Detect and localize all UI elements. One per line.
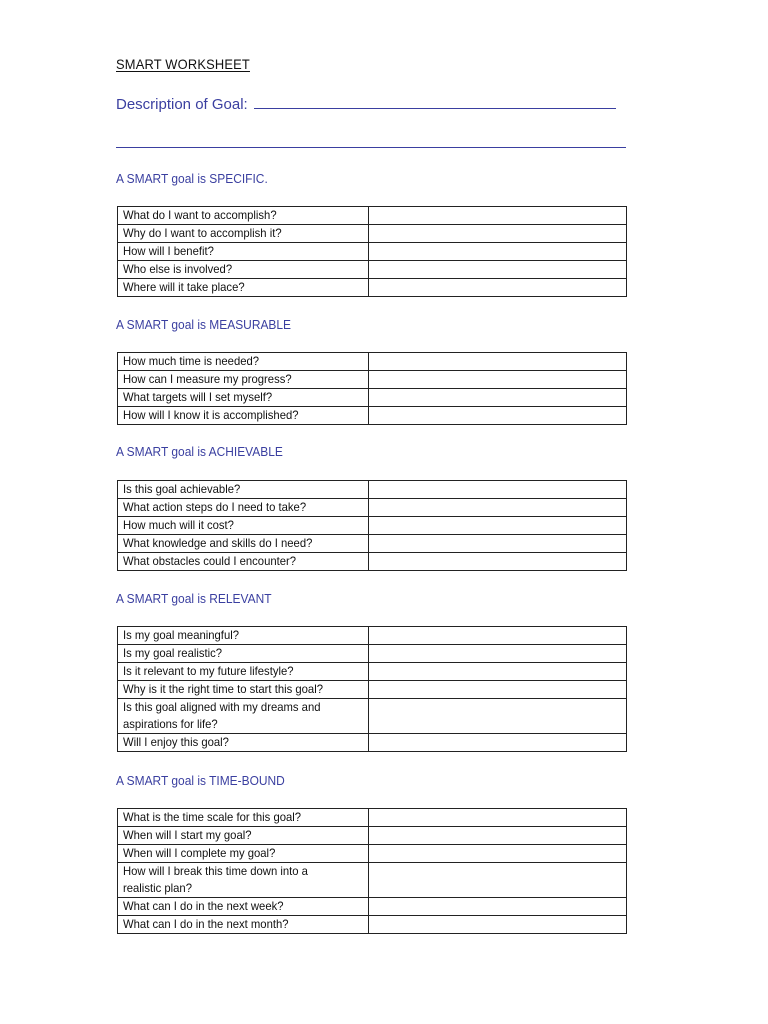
answer-cell[interactable]	[369, 681, 627, 699]
question-cell: What can I do in the next month?	[118, 916, 369, 934]
question-cell: Is this goal achievable?	[118, 481, 369, 499]
achievable-table	[117, 480, 627, 571]
question-cell: Is my goal meaningful?	[118, 627, 369, 645]
page-title: SMART WORKSHEET	[116, 56, 250, 72]
question-cell: What targets will I set myself?	[118, 389, 369, 407]
question-cell: What knowledge and skills do I need?	[118, 535, 369, 553]
table-row	[118, 207, 627, 225]
answer-cell[interactable]	[369, 627, 627, 645]
table-row	[118, 663, 627, 681]
question-cell: Why do I want to accomplish it?	[118, 225, 369, 243]
question-cell: When will I start my goal?	[118, 827, 369, 845]
answer-cell[interactable]	[369, 499, 627, 517]
answer-cell[interactable]	[369, 225, 627, 243]
table-row	[118, 863, 627, 898]
question-cell: How will I know it is accomplished?	[118, 407, 369, 425]
section-title-relevant: A SMART goal is RELEVANT	[116, 591, 272, 606]
answer-cell[interactable]	[369, 261, 627, 279]
answer-cell[interactable]	[369, 809, 627, 827]
table-row	[118, 699, 627, 734]
table-row	[118, 827, 627, 845]
answer-cell[interactable]	[369, 243, 627, 261]
answer-cell[interactable]	[369, 553, 627, 571]
table-row	[118, 898, 627, 916]
goal-description-blank-line-2[interactable]	[116, 147, 626, 148]
table-row	[118, 243, 627, 261]
answer-cell[interactable]	[369, 207, 627, 225]
question-cell: Is my goal realistic?	[118, 645, 369, 663]
answer-cell[interactable]	[369, 389, 627, 407]
answer-cell[interactable]	[369, 279, 627, 297]
table-row	[118, 225, 627, 243]
table-row	[118, 517, 627, 535]
answer-cell[interactable]	[369, 916, 627, 934]
question-cell: How can I measure my progress?	[118, 371, 369, 389]
answer-cell[interactable]	[369, 734, 627, 752]
question-cell: What action steps do I need to take?	[118, 499, 369, 517]
table-row	[118, 681, 627, 699]
answer-cell[interactable]	[369, 353, 627, 371]
answer-cell[interactable]	[369, 863, 627, 898]
table-row	[118, 371, 627, 389]
table-row	[118, 645, 627, 663]
table-row	[118, 809, 627, 827]
answer-cell[interactable]	[369, 845, 627, 863]
answer-cell[interactable]	[369, 371, 627, 389]
question-cell: What obstacles could I encounter?	[118, 553, 369, 571]
question-cell: How much time is needed?	[118, 353, 369, 371]
question-cell: Is this goal aligned with my dreams and aspirations for life?	[118, 699, 369, 734]
question-cell: Who else is involved?	[118, 261, 369, 279]
answer-cell[interactable]	[369, 699, 627, 734]
table-row	[118, 916, 627, 934]
table-row	[118, 481, 627, 499]
goal-description	[116, 96, 616, 113]
question-cell: How will I benefit?	[118, 243, 369, 261]
table-row	[118, 353, 627, 371]
relevant-table	[117, 626, 627, 752]
time-bound-table	[117, 808, 627, 934]
table-row	[118, 734, 627, 752]
answer-cell[interactable]	[369, 407, 627, 425]
question-cell: What can I do in the next week?	[118, 898, 369, 916]
goal-description-blank-line-1[interactable]	[254, 96, 616, 109]
answer-cell[interactable]	[369, 645, 627, 663]
section-title-specific: A SMART goal is SPECIFIC.	[116, 171, 268, 186]
question-cell: Will I enjoy this goal?	[118, 734, 369, 752]
table-row	[118, 627, 627, 645]
answer-cell[interactable]	[369, 898, 627, 916]
answer-cell[interactable]	[369, 481, 627, 499]
question-cell: Why is it the right time to start this goal?	[118, 681, 369, 699]
table-row	[118, 279, 627, 297]
measurable-table	[117, 352, 627, 425]
answer-cell[interactable]	[369, 535, 627, 553]
answer-cell[interactable]	[369, 827, 627, 845]
table-row	[118, 499, 627, 517]
question-cell: What is the time scale for this goal?	[118, 809, 369, 827]
table-row	[118, 261, 627, 279]
section-title-time-bound: A SMART goal is TIME-BOUND	[116, 773, 285, 788]
section-title-achievable: A SMART goal is ACHIEVABLE	[116, 444, 283, 459]
section-title-measurable: A SMART goal is MEASURABLE	[116, 317, 292, 332]
goal-description-label: Description of Goal:	[116, 96, 248, 113]
question-cell: What do I want to accomplish?	[118, 207, 369, 225]
table-row	[118, 407, 627, 425]
table-row	[118, 553, 627, 571]
answer-cell[interactable]	[369, 517, 627, 535]
table-row	[118, 845, 627, 863]
question-cell: Where will it take place?	[118, 279, 369, 297]
table-row	[118, 535, 627, 553]
question-cell: Is it relevant to my future lifestyle?	[118, 663, 369, 681]
specific-table	[117, 206, 627, 297]
table-row	[118, 389, 627, 407]
question-cell: How much will it cost?	[118, 517, 369, 535]
answer-cell[interactable]	[369, 663, 627, 681]
question-cell: How will I break this time down into a realistic plan?	[118, 863, 369, 898]
question-cell: When will I complete my goal?	[118, 845, 369, 863]
